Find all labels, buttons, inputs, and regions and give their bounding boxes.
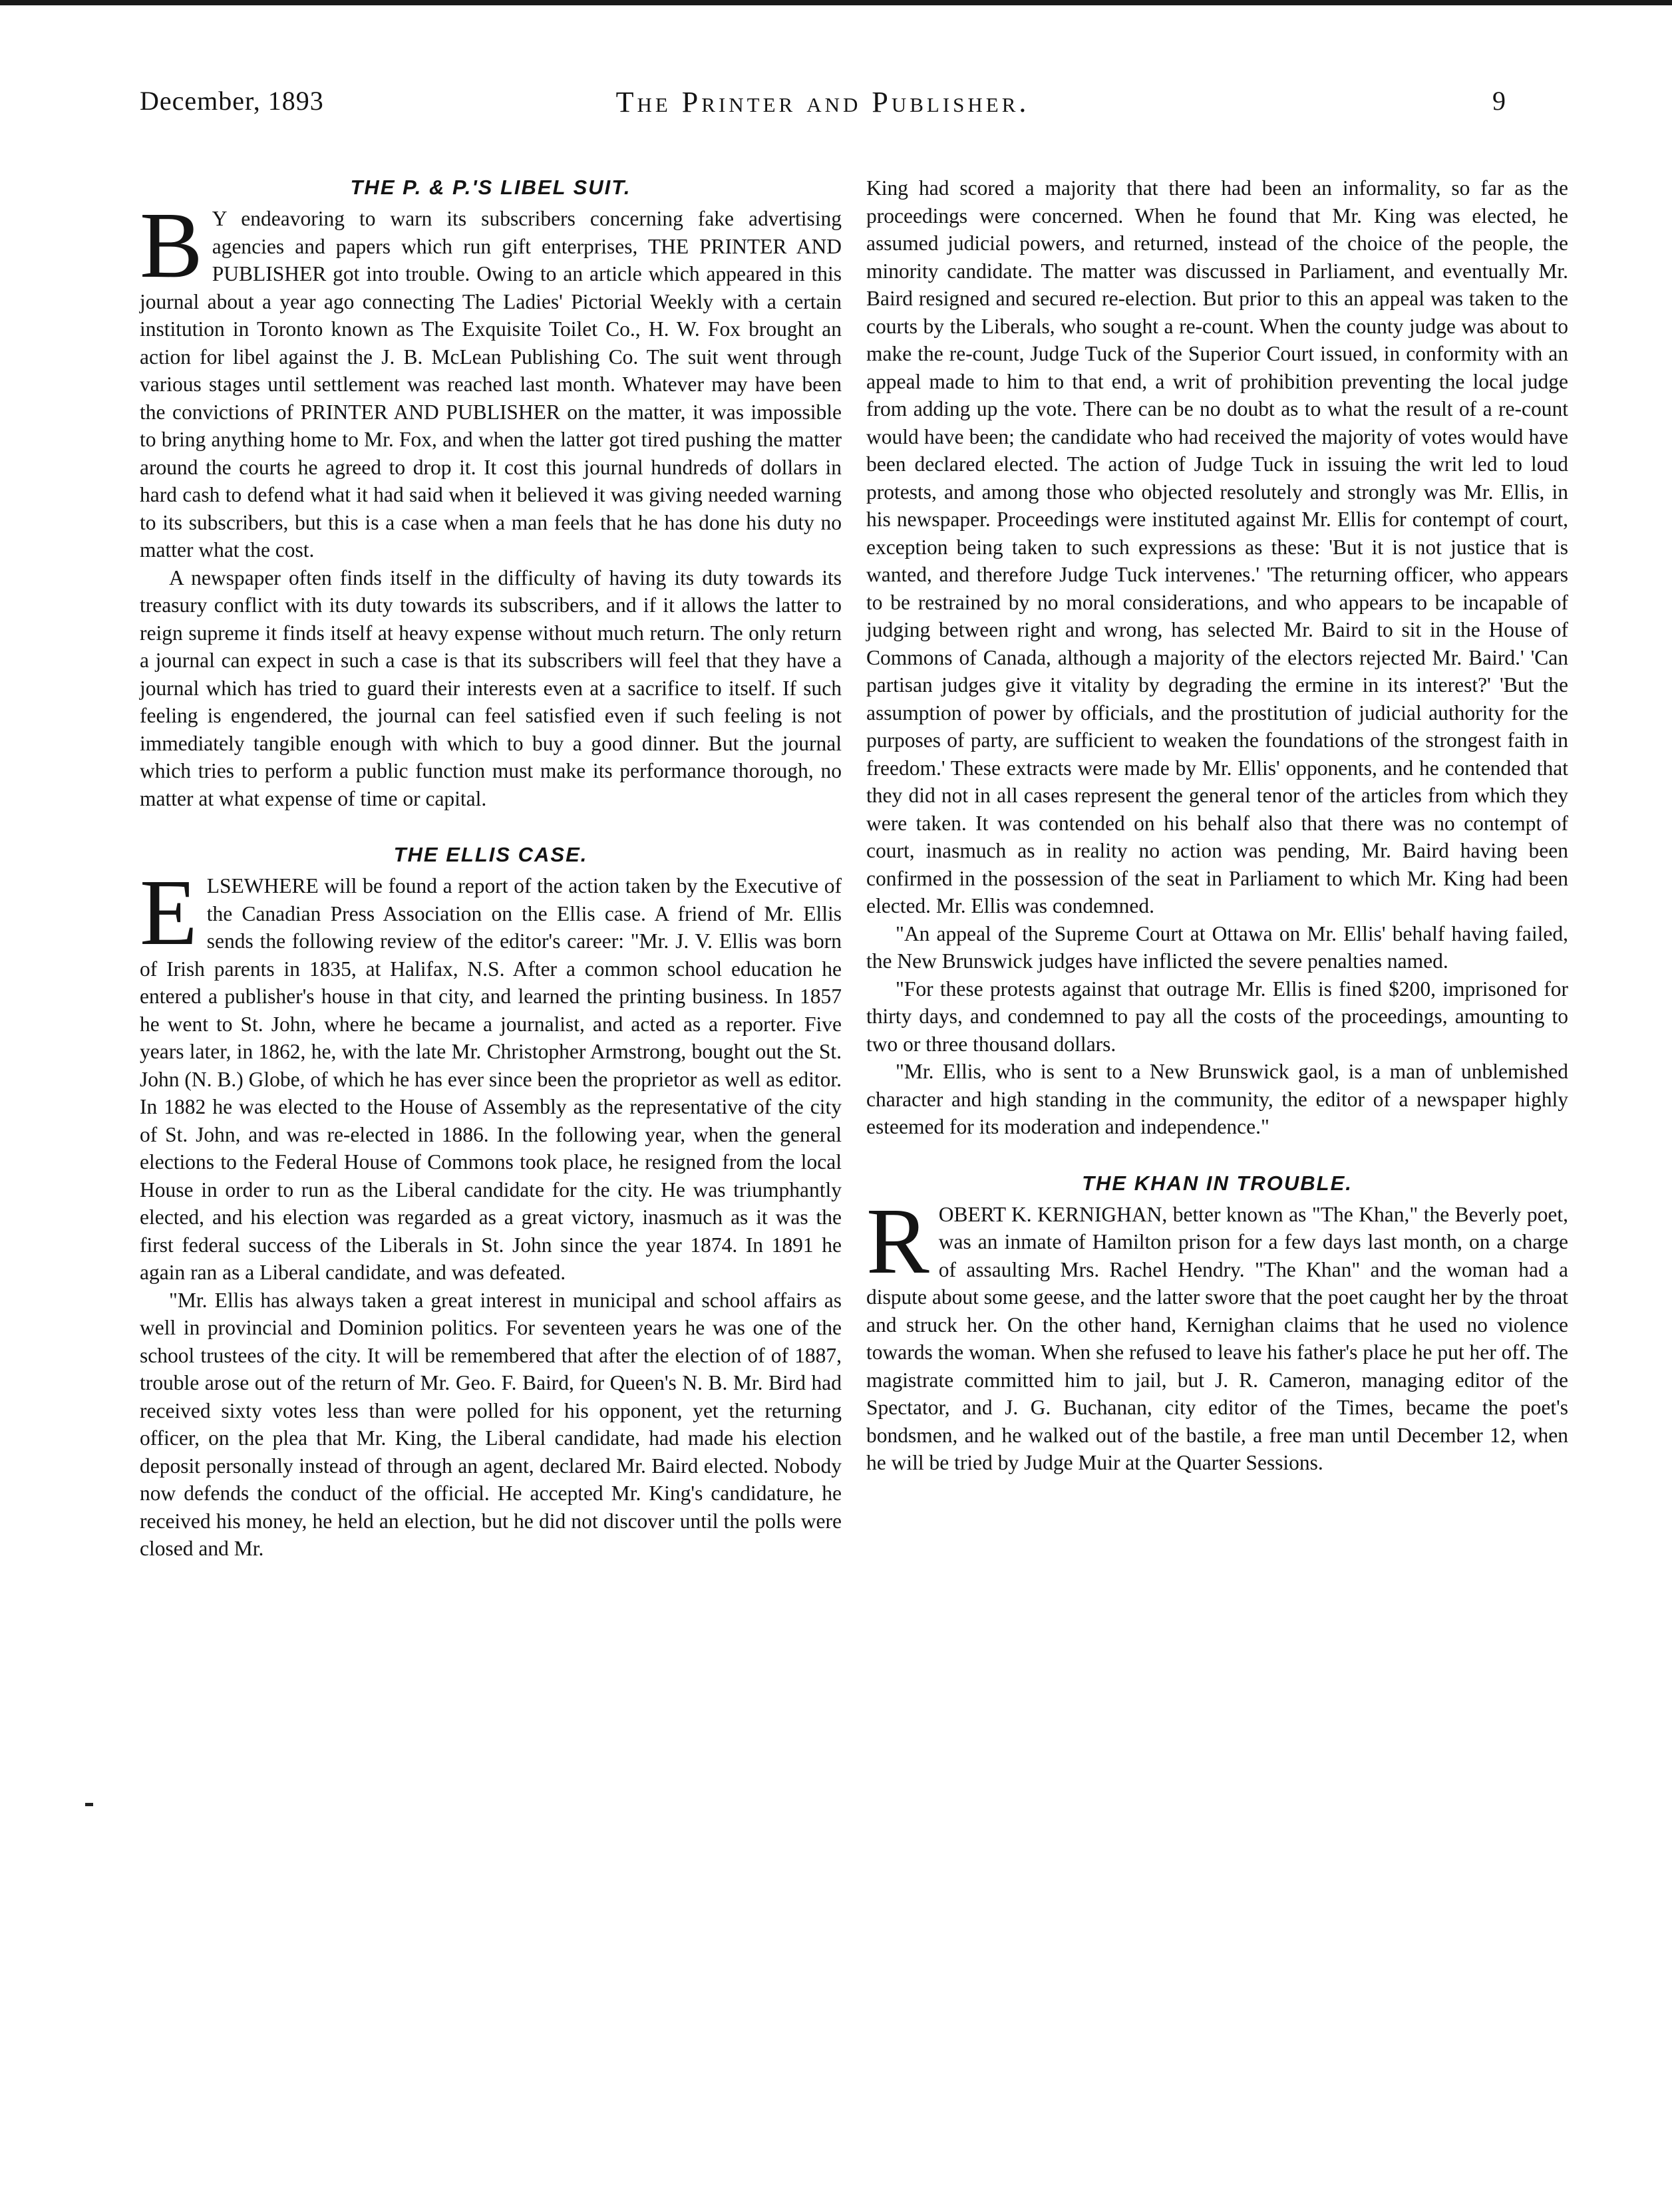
article-paragraph	[140, 860, 842, 1287]
article-paragraph: "Mr. Ellis, who is sent to a New Brunswick gaol, is a man of unblemished character and high standing in the community, the editor of a newspaper highly esteemed for its moderation and independence."	[866, 1060, 1568, 1138]
left-column	[140, 174, 842, 1592]
article-libel-suit	[140, 174, 842, 812]
top-rule	[0, 0, 1672, 5]
paragraph-text: OBERT K. KERNIGHAN, better known as "The Khan," the Beverly poet, was an inmate of Hamilton prison for a few days last month, on a charge of assaulting Mrs. Rachel Hendry. "The Khan" and the woman had a dispute about some geese, and the latter swore that the poet caught her by the throat and struck her. On the other hand, Kernighan claims that he used no violence towards the woman. When she refused to leave his father's place he put her off. The magistrate committed him to jail, but J. R. Cameron, managing editor of the Spectator, and J. G. Buchanan, city editor of the Times, became the poet's bondsmen, and he walked out of the bastile, a free man until December 12, when he will be tried by Judge Muir at the Quarter Sessions.	[866, 1202, 1568, 1474]
article-paragraph: "An appeal of the Supreme Court at Ottawa on Mr. Ellis' behalf having failed, the New Brunswick judges have inflicted the severe penalties named.	[866, 921, 1568, 973]
article-heading: THE P. & P.'S LIBEL SUIT.	[350, 176, 631, 199]
article-paragraph: King had scored a majority that there had been an informality, so far as the proceedings were concerned. When he found that Mr. King was elected, he assumed judicial powers, and returned, instead of the choice of the people, the minority candidate. The matter was discussed in Parliament, and eventually Mr. Baird resigned and secured re-election. But prior to this an appeal was taken to the courts by the Liberals, who sought a re-count. When the county judge was about to make the re-count, Judge Tuck of the Superior Court issued, in conformity with an appeal made to him to that end, a writ of prohibition preventing the local judge from adding up the vote. There can be no doubt as to what the result of a re-count would have been; the candidate who had received the majority of votes would have been declared elected. The action of Judge Tuck in issuing the writ led to loud protests, and among those who objected resolutely and strongly was Mr. Ellis, in his newspaper. Proceedings were instituted against Mr. Ellis for contempt of court, exception being taken to such expressions as these: 'But it is not justice that is wanted, and therefore Judge Tuck intervenes.' 'The returning officer, who appears to be restrained by no moral considerations, and who appears to be incapable of judging between right and wrong, has selected Mr. Baird to sit in the House of Commons of Canada, although a majority of the electors rejected Mr. Baird.' 'Can partisan judges give it vitality by degrading the ermine in its interest?' 'But the assumption of power by officials, and the prostitution of judicial authority for the purposes of party, are sufficient to weaken the foundations of the strongest faith in freedom.' These extracts were made by Mr. Ellis' opponents, and he contended that they did not in all cases represent the general tenor of the articles from which they were taken. It was contended on his behalf also that there was no contempt of court, inasmuch as in reality no action was pending, Mr. Baird having been confirmed in the possession of the seat in Parliament to which Mr. King had been elected. Mr. Ellis was condemned.	[866, 176, 1568, 917]
drop-cap: R	[866, 1187, 929, 1293]
drop-cap: B	[140, 192, 203, 297]
right-column	[866, 174, 1568, 1506]
article-heading: THE KHAN IN TROUBLE.	[1082, 1171, 1353, 1195]
header-title: The Printer and Publisher.	[615, 86, 1030, 118]
margin-mark	[85, 1803, 93, 1806]
article-paragraph: "Mr. Ellis has always taken a great interest in municipal and school affairs as well in provincial and Dominion politics. For seventeen years he was one of the school trustees of the city. It will be remembered that after the election of of 1887, trouble arose out of the return of Mr. Geo. F. Baird, for Queen's N. B. Mr. Bird had received sixty votes less than were polled for his opponent, yet the returning officer, on the plea that Mr. King, the Liberal candidate, had made his election deposit personally instead of through an agent, declared Mr. Baird elected. Nobody now defends the conduct of the official. He accepted Mr. King's candidature, he received his money, he held an election, but he did not discover until the polls were closed and Mr.	[140, 1288, 842, 1560]
page-header	[140, 85, 1506, 132]
article-paragraph	[140, 192, 842, 564]
drop-cap: E	[140, 860, 198, 965]
article-ellis-case-continued	[866, 174, 1568, 1141]
paragraph-text: LSEWHERE will be found a report of the action taken by the Executive of the Canadian Press Association on the Ellis case. A friend of Mr. Ellis sends the following review of the editor's career: "Mr. J. V. Ellis was born of Irish parents in 1835, at Halifax, N.S. After a common school education he entered a publisher's house in that city, and learned the printing business. In 1857 he went to St. John, where he became a journalist, and acted as a reporter. Five years later, in 1862, he, with the late Mr. Christopher Armstrong, bought out the St. John (N. B.) Globe, of which he has ever since been the proprietor as well as editor. In 1882 he was elected to the House of Assembly as the representative of the city of St. John, and was re-elected in 1886. In the following year, when the general elections to the Federal House of Commons took place, he resigned from the local House in order to run as the Liberal candidate for the city. He was triumphantly elected, and his election was regarded as a great victory, inasmuch as it was the first federal success of the Liberals in St. John since the year 1874. In 1891 he again ran as a Liberal candidate, and was defeated.	[140, 874, 842, 1284]
article-paragraph: "For these protests against that outrage Mr. Ellis is fined $200, imprisoned for thirty days, and condemned to pay all the costs of the proceedings, amounting to two or three thousand dollars.	[866, 977, 1568, 1056]
page-number: 9	[1492, 86, 1506, 116]
article-paragraph	[866, 1187, 1568, 1477]
article-heading: THE ELLIS CASE.	[393, 843, 588, 866]
article-khan-in-trouble	[866, 1170, 1568, 1477]
article-ellis-case	[140, 842, 842, 1563]
paragraph-text: Y endeavoring to warn its subscribers concerning fake advertising agencies and papers which run gift enterprises, THE PRINTER AND PUBLISHER got into trouble. Owing to an article which appeared in this journal about a year ago connecting The Ladies' Pictorial Weekly with a certain institution in Toronto known as The Exquisite Toilet Co., H. W. Fox brought an action for libel against the J. B. McLean Publishing Co. The suit went through various stages until settlement was reached last month. Whatever may have been the convictions of PRINTER AND PUBLISHER on the matter, it was impossible to bring anything home to Mr. Fox, and when the latter got tired pushing the matter around the courts he agreed to drop it. It cost this journal hundreds of dollars in hard cash to defend what it had said when it believed it was giving needed warning to its subscribers, but this is a case when a man feels that he has done his duty no matter what the cost.	[140, 207, 842, 561]
article-paragraph: A newspaper often finds itself in the difficulty of having its duty towards its treasury conflict with its duty towards its subscribers, and if it allows the latter to reign supreme it finds itself at heavy expense without much return. The only return a journal can expect in such a case is that its subscribers will feel that they have a journal which has tried to guard their interests even at a sacrifice to itself. If such feeling is engendered, the journal can feel satisfied even if such feeling is not immediately tangible enough with which to buy a good dinner. But the journal which tries to perform a public function must make its performance thorough, no matter at what expense of time or capital.	[140, 565, 842, 810]
header-date: December, 1893	[140, 86, 324, 116]
